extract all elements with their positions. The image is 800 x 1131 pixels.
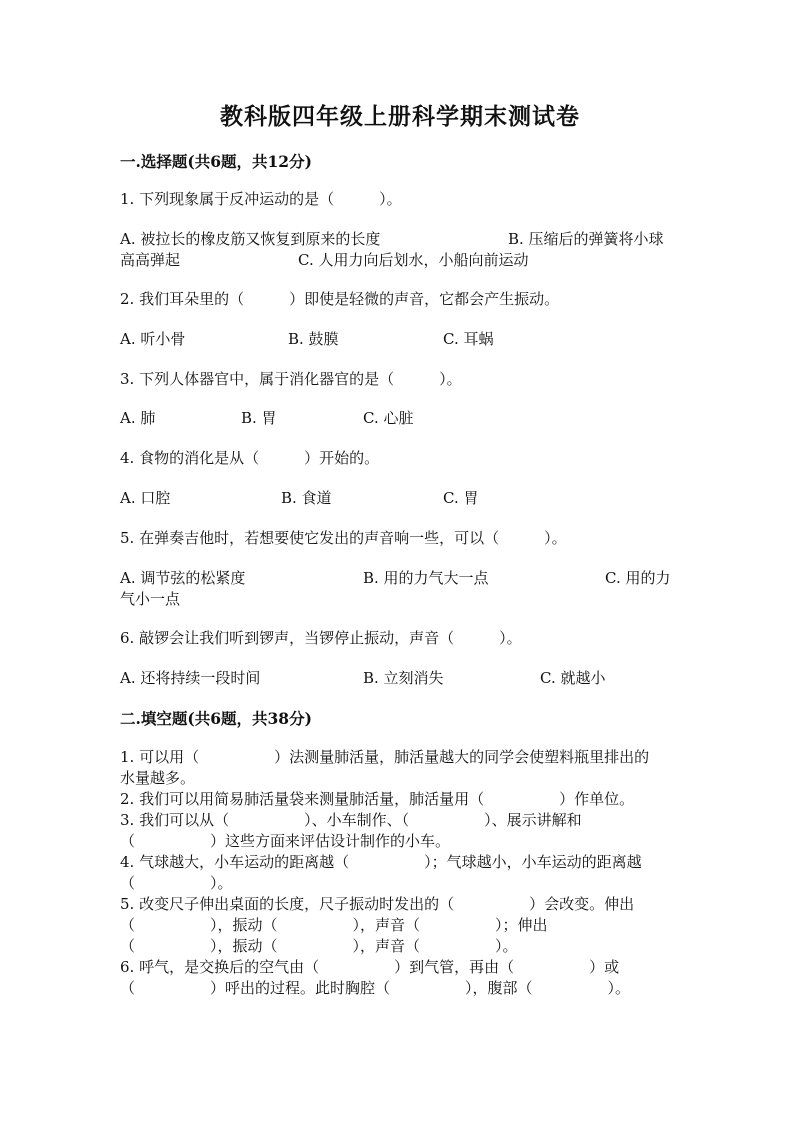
option-b: B. 胃 — [241, 409, 277, 427]
option-c: C. 就越小 — [540, 669, 606, 687]
fill-line: （ ）。 — [120, 874, 233, 892]
question-stem: 2. 我们耳朵里的（ ）即使是轻微的声音，它都会产生振动。 — [120, 290, 560, 308]
fill-line: （ ）呼出的过程。此时胸腔（ ），腹部（ ）。 — [120, 979, 631, 997]
option-c: C. 人用力向后划水，小船向前运动 — [298, 251, 529, 269]
option-b: B. 食道 — [281, 489, 332, 507]
option-c: C. 心脏 — [363, 409, 414, 427]
option-a: A. 肺 — [120, 409, 156, 427]
option-c: C. 胃 — [443, 489, 479, 507]
option-c-continued: 气小一点 — [120, 590, 181, 608]
question-stem: 6. 敲锣会让我们听到锣声，当锣停止振动，声音（ ）。 — [120, 629, 522, 647]
fill-line: （ ），振动（ ），声音（ ）；伸出 — [120, 916, 548, 934]
option-b: B. 立刻消失 — [363, 669, 444, 687]
question-stem: 5. 在弹奏吉他时，若想要使它发出的声音响一些，可以（ ）。 — [120, 529, 567, 547]
fill-line: 3. 我们可以从（ ）、小车制作、（ ）、展示讲解和 — [120, 811, 582, 829]
option-b: B. 鼓膜 — [288, 330, 339, 348]
fill-line: 6. 呼气，是交换后的空气由（ ）到气管，再由（ ）或 — [120, 958, 620, 976]
option-a: A. 口腔 — [120, 489, 171, 507]
section-heading-fill: 二.填空题(共6题，共38分) — [120, 709, 312, 728]
option-c: C. 耳蜗 — [443, 330, 494, 348]
option-a: A. 被拉长的橡皮筋又恢复到原来的长度 — [120, 230, 381, 248]
fill-line: （ ）这些方面来评估设计制作的小车。 — [120, 832, 451, 850]
fill-line: 2. 我们可以用简易肺活量袋来测量肺活量，肺活量用（ ）作单位。 — [120, 790, 635, 808]
page-title: 教科版四年级上册科学期末测试卷 — [220, 103, 580, 130]
option-b: B. 压缩后的弹簧将小球 — [508, 230, 664, 248]
question-stem: 3. 下列人体器官中，属于消化器官的是（ ）。 — [120, 370, 462, 388]
option-c: C. 用的力 — [605, 569, 671, 587]
fill-line: 4. 气球越大，小车运动的距离越（ ）；气球越小，小车运动的距离越 — [120, 853, 642, 871]
option-a: A. 听小骨 — [120, 330, 186, 348]
option-a: A. 调节弦的松紧度 — [120, 569, 246, 587]
option-a: A. 还将持续一段时间 — [120, 669, 261, 687]
fill-line: 5. 改变尺子伸出桌面的长度，尺子振动时发出的（ ）会改变。伸出 — [120, 895, 635, 913]
option-b-continued: 高高弹起 — [120, 251, 181, 269]
section-heading-choice: 一.选择题(共6题，共12分) — [120, 152, 312, 171]
fill-line: （ ），振动（ ），声音（ ）。 — [120, 937, 518, 955]
fill-line: 水量越多。 — [120, 769, 196, 787]
fill-line: 1. 可以用（ ）法测量肺活量，肺活量越大的同学会使塑料瓶里排出的 — [120, 748, 650, 766]
question-stem: 4. 食物的消化是从（ ）开始的。 — [120, 449, 380, 467]
question-stem: 1. 下列现象属于反冲运动的是（ ）。 — [120, 190, 402, 208]
option-b: B. 用的力气大一点 — [363, 569, 489, 587]
